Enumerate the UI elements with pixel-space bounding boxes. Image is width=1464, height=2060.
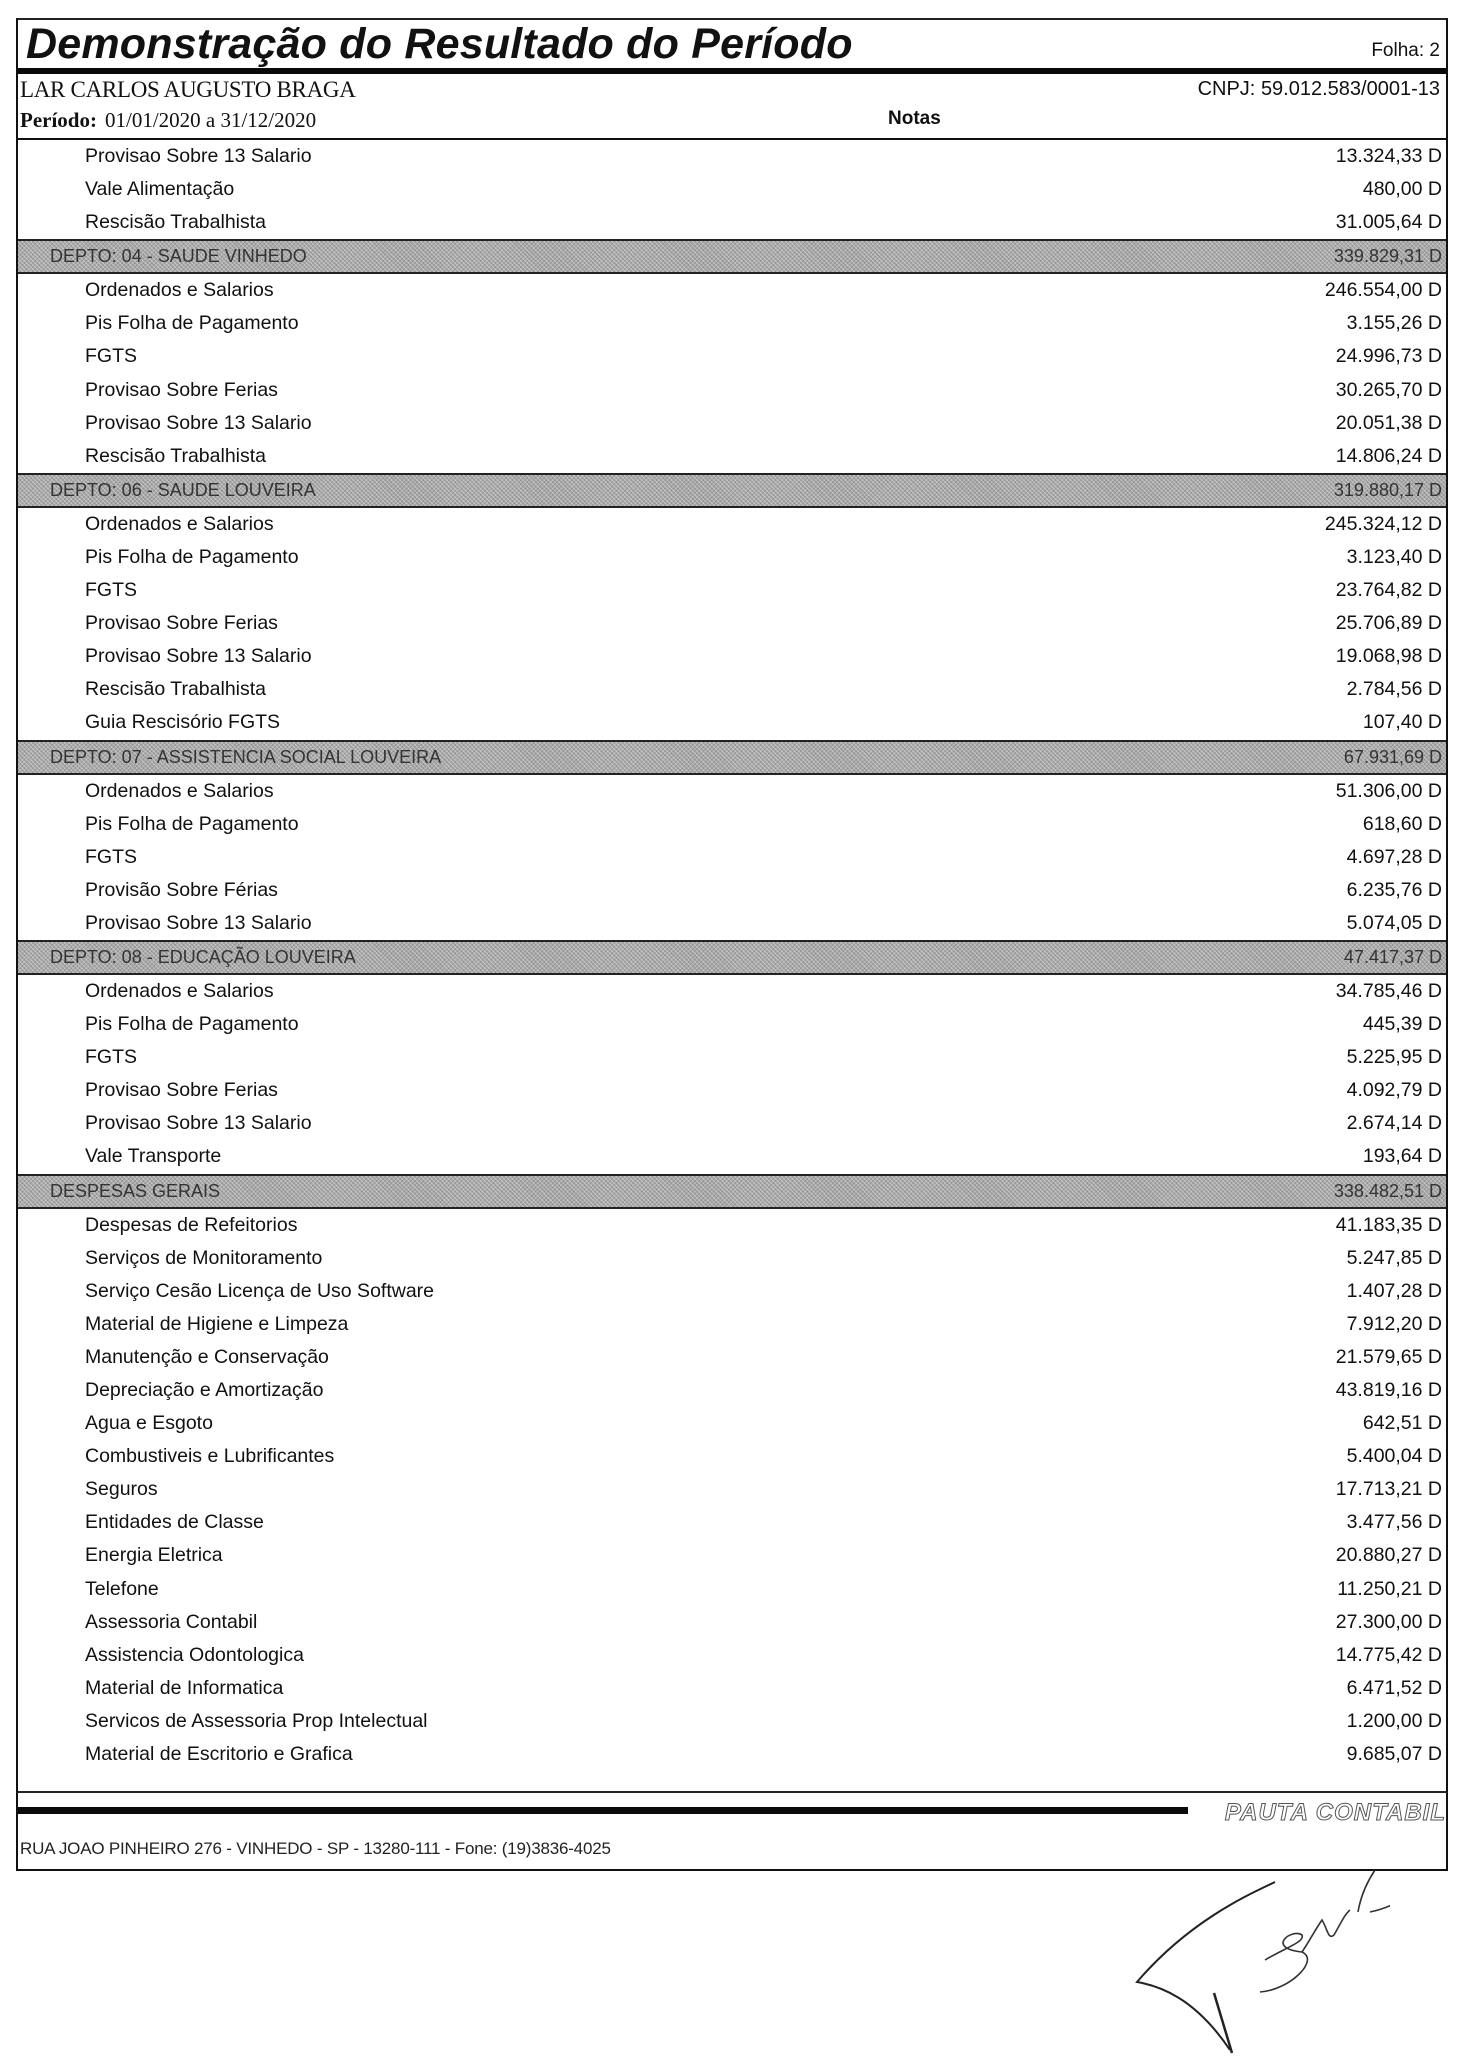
- account-label: FGTS: [85, 1046, 137, 1069]
- table-row: [18, 808, 1446, 841]
- account-label: Serviço Cesão Licença de Uso Software: [85, 1279, 435, 1302]
- section-header-row: [18, 1174, 1446, 1209]
- account-label: Pis Folha de Pagamento: [85, 812, 299, 835]
- account-value: 107,40 D: [1362, 711, 1442, 734]
- report-info: [16, 74, 1448, 140]
- report-page: [16, 18, 1448, 1871]
- account-label: FGTS: [85, 845, 137, 868]
- section-total: 47.417,37 D: [1343, 946, 1442, 967]
- account-value: 3.477,56 D: [1346, 1511, 1442, 1534]
- table-row: [18, 1539, 1446, 1572]
- table-row: [18, 841, 1446, 874]
- section-total: 339.829,31 D: [1333, 246, 1442, 267]
- account-label: Rescisão Trabalhista: [85, 678, 267, 701]
- table-row: [18, 340, 1446, 373]
- account-label: Assistencia Odontologica: [85, 1643, 304, 1666]
- account-value: 43.819,16 D: [1335, 1379, 1442, 1401]
- cnpj-label: CNPJ:: [1197, 78, 1256, 100]
- account-label: Provisao Sobre 13 Salario: [85, 645, 312, 668]
- account-value: 41.183,35 D: [1335, 1213, 1442, 1236]
- table-row: [18, 374, 1446, 407]
- section-title: DEPTO: 08 - EDUCAÇÃO LOUVEIRA: [50, 946, 356, 967]
- table-row: [18, 1074, 1446, 1107]
- table-row: [18, 274, 1446, 307]
- report-title: Demonstração do Resultado do Período: [26, 20, 853, 68]
- account-label: Provisao Sobre 13 Salario: [85, 1112, 312, 1135]
- account-label: Seguros: [85, 1478, 158, 1501]
- account-value: 3.155,26 D: [1346, 312, 1442, 335]
- account-value: 14.775,42 D: [1335, 1643, 1442, 1666]
- table-row: [18, 206, 1446, 239]
- account-value: 445,39 D: [1362, 1013, 1442, 1036]
- account-label: Vale Transporte: [85, 1145, 222, 1168]
- table-row: [18, 173, 1446, 206]
- account-label: Ordenados e Salarios: [85, 979, 274, 1002]
- handwritten-signature-icon: [1060, 1860, 1390, 2060]
- account-label: Despesas de Refeitorios: [85, 1213, 298, 1236]
- account-value: 4.092,79 D: [1346, 1079, 1442, 1102]
- footer-address: RUA JOAO PINHEIRO 276 - VINHEDO - SP - 13280-111 - Fone: (19)3836-4025: [20, 1839, 611, 1859]
- cnpj-value: 59.012.583/0001-13: [1260, 78, 1440, 100]
- section-title: DEPTO: 06 - SAUDE LOUVEIRA: [50, 479, 316, 500]
- account-label: Serviços de Monitoramento: [85, 1246, 323, 1269]
- table-row: [18, 673, 1446, 706]
- account-label: Combustiveis e Lubrificantes: [85, 1445, 335, 1468]
- table-row: [18, 1008, 1446, 1041]
- account-label: Telefone: [85, 1577, 159, 1600]
- account-value: 246.554,00 D: [1324, 279, 1442, 302]
- account-label: Material de Higiene e Limpeza: [85, 1312, 349, 1335]
- table-row: [18, 1473, 1446, 1506]
- table-row: [18, 640, 1446, 673]
- table-row: [18, 407, 1446, 440]
- section-header-row: [18, 940, 1446, 975]
- account-label: Guia Rescisório FGTS: [85, 711, 281, 734]
- account-label: Material de Informatica: [85, 1676, 284, 1699]
- account-value: 21.579,65 D: [1335, 1345, 1442, 1368]
- account-label: Provisao Sobre Ferias: [85, 378, 278, 401]
- account-value: 6.471,52 D: [1346, 1676, 1442, 1699]
- account-label: Manutenção e Conservação: [85, 1345, 329, 1368]
- account-value: 6.235,76 D: [1346, 878, 1442, 901]
- table-row: [18, 508, 1446, 541]
- table-row: [18, 706, 1446, 739]
- account-value: 642,51 D: [1362, 1412, 1442, 1435]
- table-row: [18, 1738, 1446, 1771]
- account-value: 1.200,00 D: [1346, 1709, 1442, 1732]
- sheet-value: 2: [1429, 40, 1440, 61]
- section-total: 338.482,51 D: [1333, 1180, 1442, 1201]
- section-header-row: [18, 239, 1446, 274]
- account-value: 7.912,20 D: [1346, 1312, 1442, 1335]
- account-label: FGTS: [85, 345, 137, 368]
- account-value: 5.225,95 D: [1346, 1046, 1442, 1069]
- table-row: [18, 775, 1446, 808]
- account-value: 30.265,70 D: [1335, 378, 1442, 401]
- account-label: Assessoria Contabil: [85, 1610, 258, 1633]
- table-row: [18, 1639, 1446, 1672]
- account-value: 11.250,21 D: [1337, 1577, 1442, 1600]
- account-label: Rescisão Trabalhista: [85, 444, 267, 467]
- account-label: Rescisão Trabalhista: [85, 211, 267, 234]
- account-value: 3.123,40 D: [1346, 545, 1442, 568]
- account-value: 193,64 D: [1362, 1145, 1442, 1168]
- account-label: Ordenados e Salarios: [85, 512, 274, 535]
- account-value: 34.785,46 D: [1335, 979, 1442, 1002]
- sheet-number: [1371, 40, 1440, 62]
- account-label: Energia Eletrica: [85, 1544, 223, 1567]
- section-total: 67.931,69 D: [1343, 746, 1442, 767]
- account-value: 5.247,85 D: [1346, 1246, 1442, 1269]
- account-label: Pis Folha de Pagamento: [85, 312, 299, 335]
- account-label: Vale Alimentação: [85, 178, 235, 201]
- table-row: [18, 1705, 1446, 1738]
- footer-divider: [18, 1807, 1188, 1814]
- account-value: 13.324,33 D: [1335, 145, 1442, 167]
- table-row: [18, 307, 1446, 340]
- section-header-row: [18, 473, 1446, 508]
- table-row: [18, 1606, 1446, 1639]
- table-row: [18, 1107, 1446, 1140]
- account-label: Pis Folha de Pagamento: [85, 1013, 299, 1036]
- account-label: Depreciação e Amortização: [85, 1379, 324, 1401]
- account-value: 618,60 D: [1362, 812, 1442, 835]
- account-value: 480,00 D: [1362, 178, 1442, 201]
- table-row: [18, 1140, 1446, 1173]
- period-label: Período:: [20, 108, 97, 132]
- account-label: FGTS: [85, 579, 137, 602]
- account-label: Servicos de Assessoria Prop Intelectual: [85, 1709, 428, 1732]
- brand-logo: PAUTA CONTABIL: [1224, 1799, 1446, 1827]
- account-label: Provisao Sobre 13 Salario: [85, 145, 312, 167]
- table-row: [18, 140, 1446, 173]
- section-title: DEPTO: 07 - ASSISTENCIA SOCIAL LOUVEIRA: [50, 746, 442, 767]
- table-row: [18, 1209, 1446, 1242]
- table-row: [18, 1506, 1446, 1539]
- period: [20, 108, 316, 133]
- account-label: Provisao Sobre Ferias: [85, 1079, 278, 1102]
- table-row: [18, 975, 1446, 1008]
- section-title: DESPESAS GERAIS: [50, 1180, 221, 1201]
- table-row: [18, 1275, 1446, 1308]
- account-value: 20.880,27 D: [1335, 1544, 1442, 1567]
- table-row: [18, 907, 1446, 940]
- account-label: Material de Escritorio e Grafica: [85, 1743, 353, 1766]
- account-value: 23.764,82 D: [1335, 579, 1442, 602]
- section-header-row: [18, 740, 1446, 775]
- account-value: 4.697,28 D: [1346, 845, 1442, 868]
- account-value: 25.706,89 D: [1335, 612, 1442, 635]
- table-bottom-spacer: [18, 1771, 1446, 1791]
- account-label: Entidades de Classe: [85, 1511, 264, 1534]
- account-label: Provisao Sobre 13 Salario: [85, 411, 312, 434]
- table-row: [18, 1308, 1446, 1341]
- table-row: [18, 541, 1446, 574]
- table-row: [18, 607, 1446, 640]
- table-row: [18, 874, 1446, 907]
- table-row: [18, 1672, 1446, 1705]
- account-label: Pis Folha de Pagamento: [85, 545, 299, 568]
- section-total: 319.880,17 D: [1333, 479, 1442, 500]
- account-label: Provisao Sobre Ferias: [85, 612, 278, 635]
- account-label: Provisão Sobre Férias: [85, 878, 278, 901]
- income-statement-table: [16, 140, 1448, 1793]
- account-label: Ordenados e Salarios: [85, 779, 274, 802]
- table-row: [18, 440, 1446, 473]
- account-label: Agua e Esgoto: [85, 1412, 213, 1435]
- sheet-label: Folha:: [1371, 40, 1425, 61]
- account-value: 24.996,73 D: [1335, 345, 1442, 368]
- account-value: 17.713,21 D: [1335, 1478, 1442, 1501]
- cnpj: [1198, 78, 1440, 101]
- notes-column-header: Notas: [888, 108, 941, 129]
- account-value: 9.685,07 D: [1346, 1743, 1442, 1766]
- account-value: 14.806,24 D: [1335, 444, 1442, 467]
- title-bar: [16, 18, 1448, 68]
- period-value: 01/01/2020 a 31/12/2020: [104, 108, 317, 132]
- account-label: Ordenados e Salarios: [85, 279, 274, 302]
- account-value: 31.005,64 D: [1335, 211, 1442, 234]
- account-value: 5.074,05 D: [1346, 911, 1442, 934]
- account-value: 1.407,28 D: [1346, 1279, 1442, 1302]
- table-row: [18, 1041, 1446, 1074]
- account-value: 245.324,12 D: [1324, 512, 1442, 535]
- account-value: 51.306,00 D: [1335, 779, 1442, 802]
- table-row: [18, 1573, 1446, 1606]
- section-title: DEPTO: 04 - SAUDE VINHEDO: [50, 246, 307, 267]
- account-value: 5.400,04 D: [1346, 1445, 1442, 1468]
- table-row: [18, 574, 1446, 607]
- table-row: [18, 1440, 1446, 1473]
- table-row: [18, 1374, 1446, 1407]
- account-label: Provisao Sobre 13 Salario: [85, 911, 312, 934]
- account-value: 2.674,14 D: [1346, 1112, 1442, 1135]
- account-value: 27.300,00 D: [1335, 1610, 1442, 1633]
- table-row: [18, 1242, 1446, 1275]
- account-value: 20.051,38 D: [1335, 411, 1442, 434]
- account-value: 2.784,56 D: [1346, 678, 1442, 701]
- table-row: [18, 1407, 1446, 1440]
- table-row: [18, 1341, 1446, 1374]
- company-name: LAR CARLOS AUGUSTO BRAGA: [20, 77, 356, 102]
- account-value: 19.068,98 D: [1335, 645, 1442, 668]
